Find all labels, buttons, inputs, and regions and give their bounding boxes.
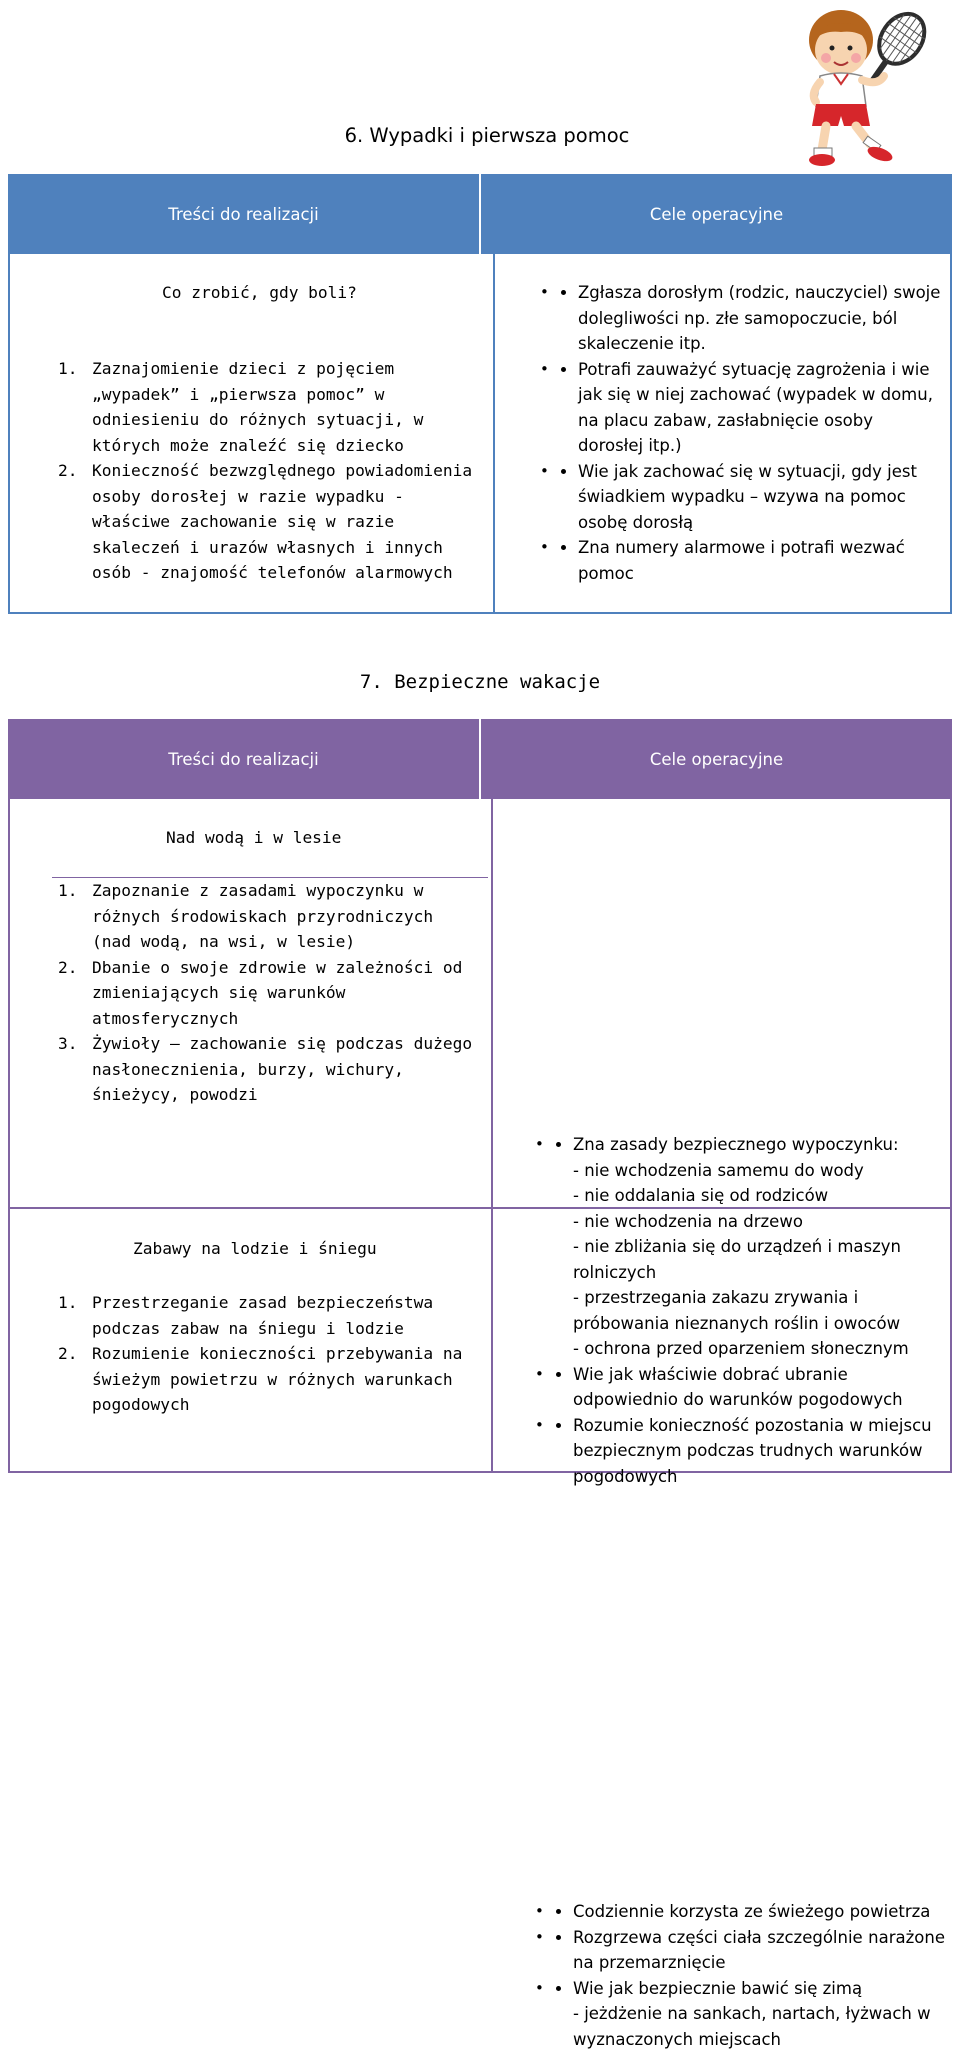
item-text: Przestrzeganie zasad bezpieczeństwa podczas zabaw na śniegu i lodzie	[92, 1293, 433, 1338]
item-text: Zapoznanie z zasadami wypoczynku w różnych środowiskach przyrodniczych (nad wodą, na wsi, w lesie)	[92, 881, 433, 951]
list-item	[92, 1341, 480, 1418]
item-text: Zaznajomienie dzieci z pojęciem „wypadek” i „pierwsza pomoc” w odniesieniu do różnych sytuacji, w których może znaleźć się dziecko	[92, 359, 423, 455]
list-item: • • Zgłasza dorosłym (rodzic, nauczyciel) swoje dolegliwości np. złe samopoczucie, ból skaleczenie itp.	[578, 280, 943, 357]
item-number: 2.	[58, 955, 78, 981]
section-7-row-2-right-list	[573, 1899, 945, 2052]
sub-line: - przestrzegania zakazu zrywania i próbowania nieznanych roślin i owoców	[573, 1285, 943, 1336]
item-heading: • • Zna zasady bezpiecznego wypoczynku:	[573, 1132, 943, 1158]
sub-line: - ochrona przed oparzeniem słonecznym	[573, 1336, 943, 1362]
list-item	[92, 878, 480, 955]
item-number: 1.	[58, 356, 78, 382]
list-item	[92, 1031, 480, 1108]
sub-line: - nie wchodzenia na drzewo	[573, 1209, 943, 1235]
section-6-header-row	[8, 174, 952, 254]
item-heading: • • Wie jak bezpiecznie bawić się zimą	[573, 1976, 945, 2002]
item-number: 2.	[58, 1341, 78, 1367]
section-7-row-1-left-title: Nad wodą i w lesie	[166, 825, 341, 851]
header-objectives-cell: Cele operacyjne	[479, 174, 952, 254]
header-content-cell: Treści do realizacji	[8, 719, 479, 799]
list-item: • • Rozumie konieczność pozostania w miejscu bezpiecznym podczas trudnych warunków pogodowych	[573, 1413, 943, 1490]
list-item: • • Potrafi zauważyć sytuację zagrożenia i wie jak się w niej zachować (wypadek w domu, na placu zabaw, zasłabnięcie osoby dorosłej itp.)	[578, 357, 943, 459]
section-6-left-list	[92, 356, 480, 586]
section-7-row-1-left-list	[92, 878, 480, 1108]
header-objectives-cell: Cele operacyjne	[479, 719, 952, 799]
section-7-row-1-right-list	[573, 1132, 943, 1489]
item-text: Żywioły – zachowanie się podczas dużego nasłonecznienia, burzy, wichury, śnieżycy, powodzi	[92, 1034, 472, 1104]
list-item: • • Rozgrzewa części ciała szczególnie narażone na przemarznięcie	[573, 1925, 945, 1976]
item-text: Dbanie o swoje zdrowie w zależności od zmieniających się warunków atmosferycznych	[92, 958, 462, 1028]
sub-line: - nie zbliżania się do urządzeń i maszyn rolniczych	[573, 1234, 943, 1285]
sub-line: - nie oddalania się od rodziców	[573, 1183, 943, 1209]
list-item	[92, 356, 480, 458]
sub-line: - nie wchodzenia samemu do wody	[573, 1158, 943, 1184]
item-text: Konieczność bezwzględnego powiadomienia osoby dorosłej w razie wypadku - właściwe zachowanie się w razie skaleczeń i urazów własnych i innych osób - znajomość telefonów alarmowych	[92, 461, 472, 582]
item-number: 1.	[58, 1290, 78, 1316]
list-item	[92, 1290, 480, 1341]
list-item	[573, 1976, 945, 2052]
list-item: • • Codziennie korzysta ze świeżego powietrza	[573, 1899, 945, 1925]
column-divider	[493, 254, 495, 612]
item-number: 1.	[58, 878, 78, 904]
list-item	[573, 1132, 943, 1362]
section-7-header-row	[8, 719, 952, 799]
item-text: Rozumienie konieczności przebywania na świeżym powietrzu w różnych warunkach pogodowych	[92, 1344, 462, 1414]
item-number: 2.	[58, 458, 78, 484]
list-item	[92, 955, 480, 1032]
column-divider	[491, 799, 493, 1207]
column-divider	[491, 1209, 493, 1471]
section-7-row-2-left-list	[92, 1290, 480, 1418]
list-item: • • Wie jak zachować się w sytuacji, gdy jest świadkiem wypadku – wzywa na pomoc osobę dorosłą	[578, 459, 943, 536]
sub-line: - jeżdżenie na sankach, nartach, łyżwach w wyznaczonych miejscach	[573, 2001, 945, 2052]
section-6-left-title: Co zrobić, gdy boli?	[162, 280, 357, 306]
header-content-cell: Treści do realizacji	[8, 174, 479, 254]
list-item	[92, 458, 480, 586]
section-7-title: 7. Bezpieczne wakacje	[0, 671, 960, 693]
list-item: • • Zna numery alarmowe i potrafi wezwać pomoc	[578, 535, 943, 586]
section-6-title: 6. Wypadki i pierwsza pomoc	[0, 124, 960, 147]
section-7-row-2-left-title: Zabawy na lodzie i śniegu	[133, 1236, 377, 1262]
list-item: • • Wie jak właściwie dobrać ubranie odpowiednio do warunków pogodowych	[573, 1362, 943, 1413]
item-number: 3.	[58, 1031, 78, 1057]
section-6-right-list	[578, 280, 943, 586]
